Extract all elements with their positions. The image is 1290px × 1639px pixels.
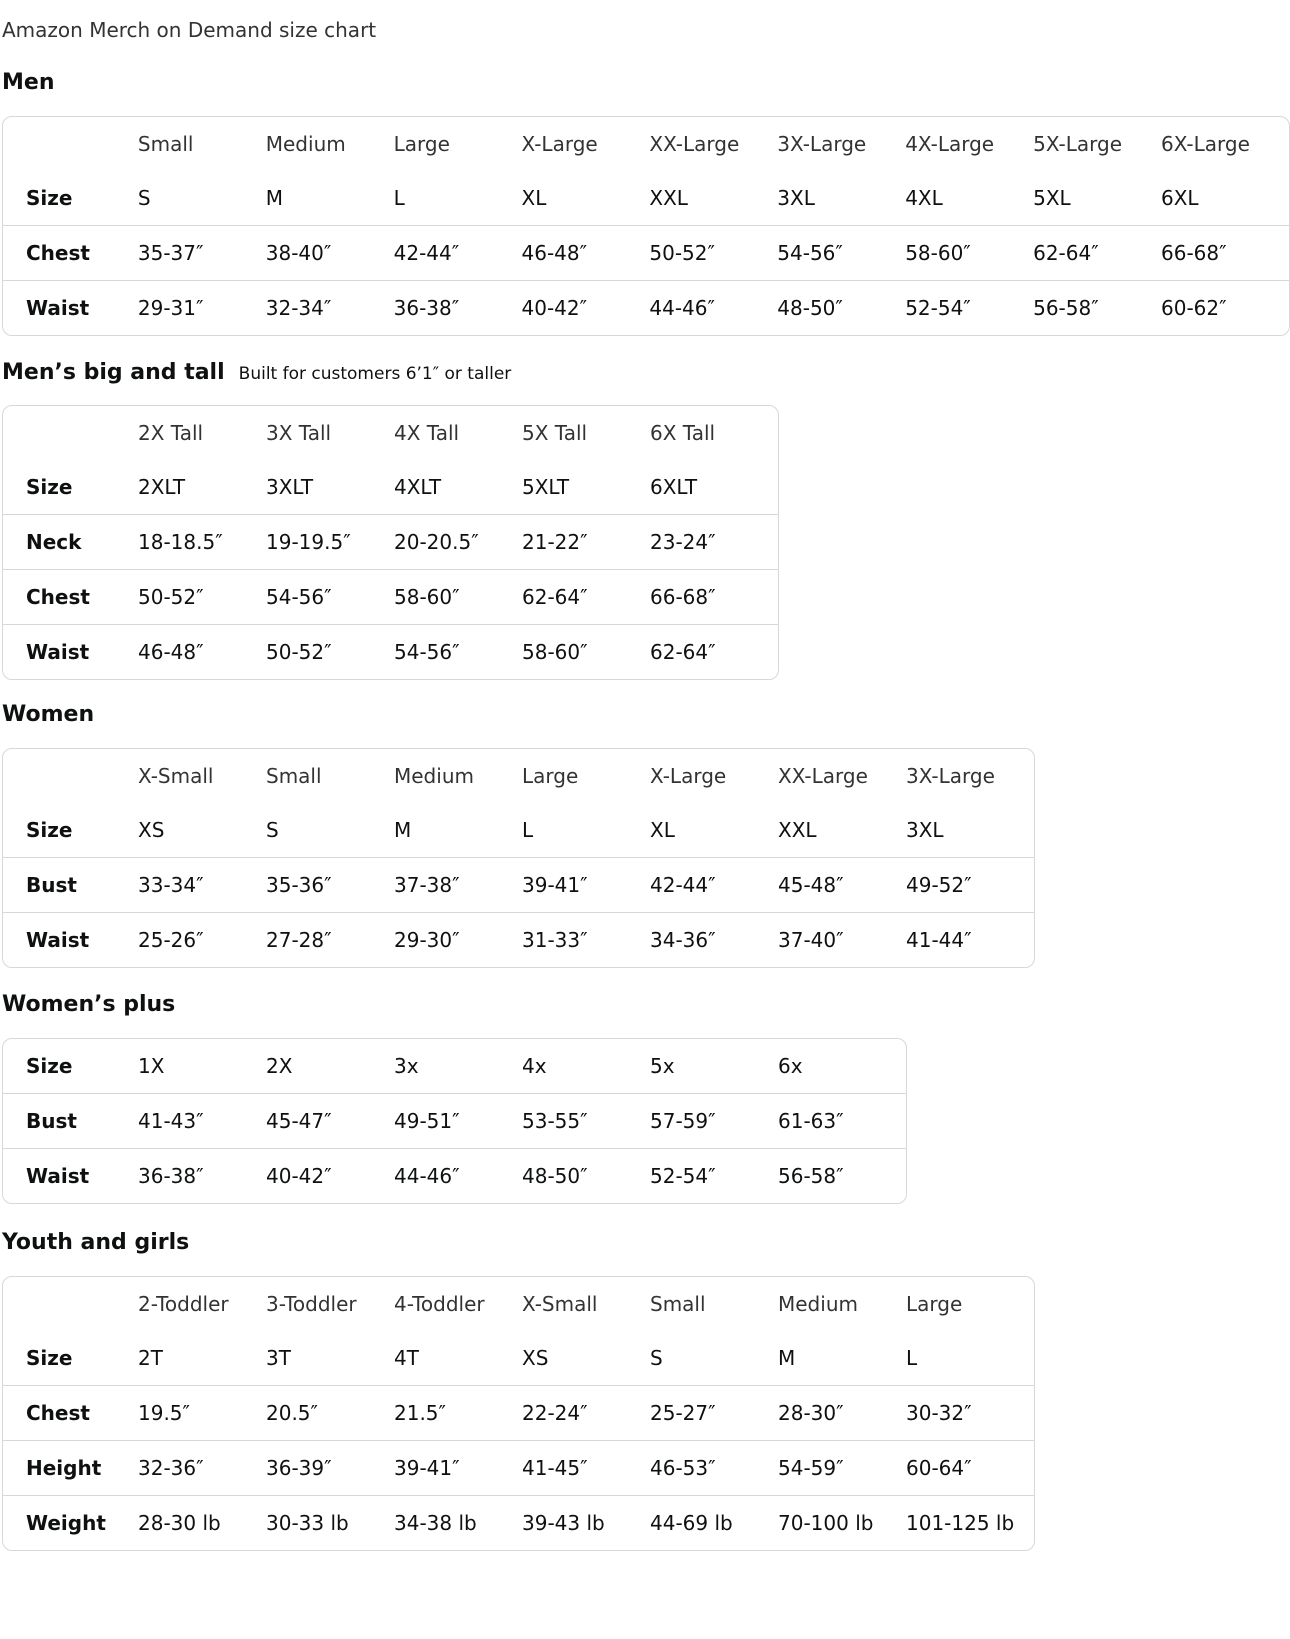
table-cell: 57-59″ [650, 1094, 778, 1149]
table-header-row [3, 117, 1289, 171]
column-header: Small [137, 132, 194, 156]
table-cell: 25-26″ [138, 928, 204, 952]
column-header: Medium [265, 132, 346, 156]
section-heading-youth-girls: Youth and girls [2, 1230, 190, 1255]
table-cell: 46-48″ [138, 640, 204, 664]
table-cell: 52-54″ [650, 1164, 716, 1188]
table-cell: 50-52″ [138, 570, 266, 625]
column-header: Large [906, 1292, 963, 1316]
table-cell: 4x [522, 1039, 650, 1094]
table-cell: 20-20.5″ [394, 515, 522, 570]
row-label: Size [3, 460, 138, 515]
table-cell: 4XL [905, 171, 1033, 226]
table-cell: 19.5″ [138, 1386, 266, 1441]
size-table-men [2, 116, 1290, 336]
table-cell: 39-43 lb [522, 1511, 605, 1535]
table-row [3, 625, 778, 679]
table-cell: 30-33 lb [266, 1511, 349, 1535]
table-cell: 35-37″ [138, 226, 266, 281]
column-header: X-Small [522, 1292, 598, 1316]
section-subheading-mens-big-tall: Built for customers 6’1″ or taller [238, 364, 512, 384]
table-row [3, 1039, 906, 1094]
table-cell: 27-28″ [266, 928, 332, 952]
row-label: Chest [3, 226, 138, 281]
table-cell: 30-32″ [906, 1386, 1034, 1441]
table-cell: 49-52″ [906, 858, 1034, 913]
table-cell: 41-45″ [522, 1441, 650, 1496]
table-cell: 22-24″ [522, 1386, 650, 1441]
column-header: Large [393, 132, 450, 156]
table-cell: 39-41″ [394, 1441, 522, 1496]
table-row [3, 1094, 906, 1149]
table-cell: 5XL [1033, 171, 1161, 226]
table-cell: 56-58″ [1033, 296, 1099, 320]
column-header: 5X Tall [522, 421, 588, 445]
table-cell: M [266, 171, 394, 226]
table-row [3, 1386, 1034, 1441]
table-row [3, 913, 1034, 967]
table-row [3, 1496, 1034, 1550]
column-header: 3X-Large [777, 132, 867, 156]
table-cell: 35-36″ [266, 858, 394, 913]
section-heading-mens-big-tall [2, 360, 511, 385]
table-cell: 44-69 lb [650, 1511, 733, 1535]
table-header-row [3, 1277, 1034, 1331]
table-cell: 40-42″ [521, 296, 588, 320]
table-cell: 21.5″ [394, 1386, 522, 1441]
table-cell: 38-40″ [266, 226, 394, 281]
column-header: 6X-Large [1161, 132, 1250, 156]
row-label: Size [3, 171, 138, 226]
table-cell: 33-34″ [138, 858, 266, 913]
row-label: Height [3, 1441, 138, 1496]
column-header: 4X-Large [905, 132, 995, 156]
table-cell: 37-40″ [778, 928, 844, 952]
row-label: Waist [26, 296, 90, 320]
table-cell: 3T [266, 1331, 394, 1386]
column-header: XX-Large [649, 132, 740, 156]
column-header: Large [522, 764, 579, 788]
table-cell: 21-22″ [522, 515, 650, 570]
table-cell: 61-63″ [778, 1094, 906, 1149]
table-cell: S [650, 1331, 778, 1386]
table-cell: 45-47″ [266, 1094, 394, 1149]
table-cell: 66-68″ [650, 570, 778, 625]
table-row [3, 1149, 906, 1203]
table-cell: 28-30″ [778, 1386, 906, 1441]
column-header: 3X Tall [266, 421, 332, 445]
table-cell: 29-31″ [137, 296, 204, 320]
table-corner-cell [3, 1277, 138, 1331]
table-cell: 42-44″ [394, 226, 522, 281]
table-cell: 36-38″ [393, 296, 460, 320]
table-header-row [3, 749, 1034, 803]
table-cell: 3XL [906, 803, 1034, 858]
table-cell: 4T [394, 1331, 522, 1386]
table-cell: 39-41″ [522, 858, 650, 913]
table-cell: 70-100 lb [778, 1511, 874, 1535]
table-cell: 6x [778, 1039, 906, 1094]
table-cell: 50-52″ [649, 226, 777, 281]
table-cell: XL [522, 171, 650, 226]
table-header-row [3, 406, 778, 460]
table-cell: 20.5″ [266, 1386, 394, 1441]
table-cell: 31-33″ [522, 928, 588, 952]
table-cell: L [394, 171, 522, 226]
table-cell: L [522, 803, 650, 858]
table-cell: 60-62″ [1161, 296, 1227, 320]
row-label: Neck [3, 515, 138, 570]
table-row [3, 171, 1289, 226]
row-label: Size [3, 1039, 138, 1094]
table-row [3, 858, 1034, 913]
table-cell: XL [650, 803, 778, 858]
section-heading-womens-plus: Women’s plus [2, 992, 176, 1017]
row-label: Weight [26, 1511, 106, 1535]
table-cell: 25-27″ [650, 1386, 778, 1441]
table-cell: M [394, 803, 522, 858]
column-header: 6X Tall [650, 421, 716, 445]
table-cell: 40-42″ [266, 1164, 332, 1188]
table-cell: 52-54″ [905, 296, 971, 320]
table-row [3, 570, 778, 625]
table-cell: 46-53″ [650, 1441, 778, 1496]
table-cell: 6XL [1161, 171, 1289, 226]
table-cell: 19-19.5″ [266, 515, 394, 570]
table-cell: 32-36″ [138, 1441, 266, 1496]
section-heading-women: Women [2, 702, 95, 727]
table-cell: 41-44″ [906, 928, 972, 952]
table-cell: 2T [138, 1331, 266, 1386]
page-title: Amazon Merch on Demand size chart [2, 18, 377, 42]
table-row [3, 1441, 1034, 1496]
row-label: Size [3, 1331, 138, 1386]
section-heading-men: Men [2, 70, 55, 95]
table-cell: 45-48″ [778, 858, 906, 913]
table-cell: 62-64″ [522, 570, 650, 625]
size-table-youth-girls [2, 1276, 1035, 1551]
row-label: Chest [3, 1386, 138, 1441]
table-cell: 5XLT [522, 460, 650, 515]
column-header: Medium [394, 764, 474, 788]
column-header: XX-Large [778, 764, 868, 788]
table-corner-cell [3, 117, 138, 171]
table-cell: 3x [394, 1039, 522, 1094]
table-cell: 62-64″ [1033, 226, 1161, 281]
column-header: 2-Toddler [138, 1292, 229, 1316]
table-cell: M [778, 1331, 906, 1386]
row-label: Chest [3, 570, 138, 625]
table-cell: 2X [266, 1039, 394, 1094]
row-label: Waist [26, 1164, 90, 1188]
column-header: 4-Toddler [394, 1292, 485, 1316]
row-label: Waist [26, 640, 90, 664]
table-cell: 66-68″ [1161, 226, 1289, 281]
table-cell: 4XLT [394, 460, 522, 515]
table-cell: 56-58″ [778, 1164, 844, 1188]
table-cell: 50-52″ [266, 640, 332, 664]
column-header: X-Small [138, 764, 214, 788]
table-cell: XXL [649, 171, 777, 226]
column-header: Small [266, 764, 322, 788]
table-cell: 36-39″ [266, 1441, 394, 1496]
table-cell: 36-38″ [138, 1164, 204, 1188]
table-cell: 48-50″ [777, 296, 843, 320]
size-table-women [2, 748, 1035, 968]
table-cell: 6XLT [650, 460, 778, 515]
table-cell: 32-34″ [265, 296, 332, 320]
size-table-mens-big-tall [2, 405, 779, 680]
column-header: 3-Toddler [266, 1292, 357, 1316]
table-cell: 3XLT [266, 460, 394, 515]
column-header: 5X-Large [1033, 132, 1123, 156]
table-cell: 54-56″ [777, 226, 905, 281]
row-label: Size [3, 803, 138, 858]
table-cell: XXL [778, 803, 906, 858]
table-cell: 3XL [777, 171, 905, 226]
table-cell: 23-24″ [650, 515, 778, 570]
table-row [3, 1331, 1034, 1386]
table-row [3, 803, 1034, 858]
table-cell: L [906, 1331, 1034, 1386]
table-cell: 62-64″ [650, 640, 716, 664]
table-row [3, 515, 778, 570]
table-cell: 18-18.5″ [138, 515, 266, 570]
table-cell: 37-38″ [394, 858, 522, 913]
table-cell: 42-44″ [650, 858, 778, 913]
table-corner-cell [3, 749, 138, 803]
table-row [3, 460, 778, 515]
table-cell: 2XLT [138, 460, 266, 515]
table-cell: 54-56″ [266, 570, 394, 625]
table-cell: 44-46″ [649, 296, 715, 320]
column-header: 4X Tall [394, 421, 460, 445]
table-cell: 54-56″ [394, 640, 460, 664]
table-cell: 49-51″ [394, 1094, 522, 1149]
table-cell: 54-59″ [778, 1441, 906, 1496]
table-cell: 101-125 lb [906, 1511, 1015, 1535]
table-cell: 58-60″ [905, 226, 1033, 281]
table-cell: 46-48″ [522, 226, 650, 281]
table-cell: 41-43″ [138, 1094, 266, 1149]
table-cell: S [138, 171, 266, 226]
table-cell: 34-36″ [650, 928, 716, 952]
table-cell: XS [522, 1331, 650, 1386]
size-table-womens-plus [2, 1038, 907, 1204]
table-cell: 53-55″ [522, 1094, 650, 1149]
table-cell: XS [138, 803, 266, 858]
row-label: Bust [3, 1094, 138, 1149]
table-cell: 1X [138, 1039, 266, 1094]
column-header: 3X-Large [906, 764, 995, 788]
table-cell: 60-64″ [906, 1441, 1034, 1496]
table-row [3, 281, 1289, 335]
section-heading-mens-big-tall-title: Men’s big and tall [2, 360, 225, 385]
table-cell: 48-50″ [522, 1164, 588, 1188]
table-cell: S [266, 803, 394, 858]
row-label: Waist [26, 928, 90, 952]
column-header: Medium [778, 1292, 858, 1316]
table-cell: 29-30″ [394, 928, 460, 952]
column-header: X-Large [650, 764, 727, 788]
column-header: Small [650, 1292, 706, 1316]
table-cell: 28-30 lb [138, 1511, 221, 1535]
table-cell: 34-38 lb [394, 1511, 477, 1535]
column-header: X-Large [521, 132, 598, 156]
table-corner-cell [3, 406, 138, 460]
table-cell: 44-46″ [394, 1164, 460, 1188]
table-row [3, 226, 1289, 281]
table-cell: 58-60″ [394, 570, 522, 625]
table-cell: 5x [650, 1039, 778, 1094]
column-header: 2X Tall [138, 421, 204, 445]
table-cell: 58-60″ [522, 640, 588, 664]
row-label: Bust [3, 858, 138, 913]
